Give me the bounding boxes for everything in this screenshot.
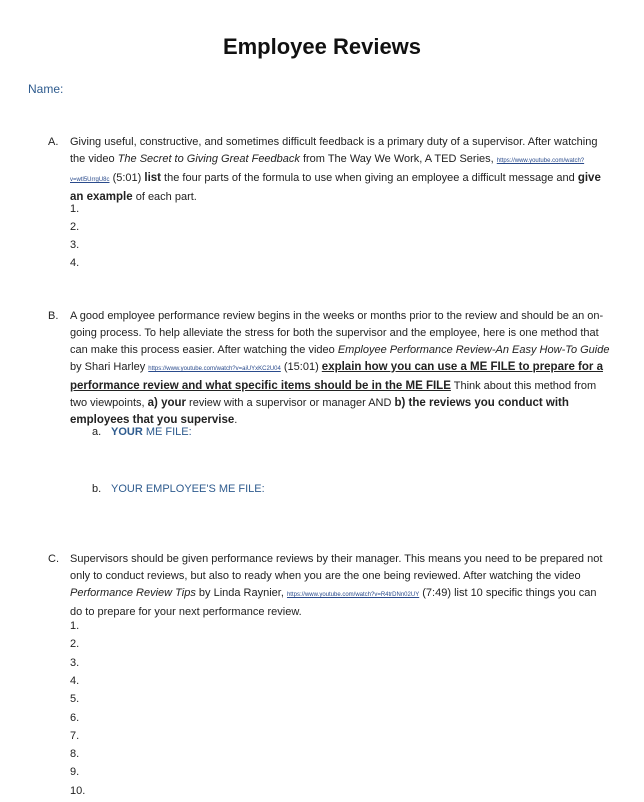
section-c-letter: C.	[48, 553, 59, 565]
list-item: 3.	[70, 657, 80, 669]
video-title: The Secret to Giving Great Feedback	[117, 153, 300, 165]
page-title: Employee Reviews	[222, 34, 422, 59]
employee-me-file-heading: YOUR EMPLOYEE'S ME FILE:	[111, 483, 265, 495]
section-b-letter: B.	[48, 310, 59, 322]
video-link[interactable]: https://www.youtube.com/watch?v=R4trDNn02UY	[286, 592, 420, 598]
list-item: 1.	[70, 203, 80, 215]
section-a-letter: A.	[48, 136, 59, 148]
list-item: 9.	[70, 766, 80, 778]
list-item: 6.	[70, 712, 80, 724]
list-item: 4.	[70, 675, 80, 687]
section-a-prompt: Giving useful, constructive, and sometimes difficult feedback is a primary duty of a supervisor. After watching the video The Secret to Giving Great Feedback from The Way We Work, A TED Series, https://www.youtube.com/watch?v=wtl5UrrgU8c (5:01) list the four parts of the formula to use when giving an employee a difficult message and give an example of each part.	[70, 136, 601, 203]
list-item: 2.	[70, 638, 80, 650]
video-title: Employee Performance Review-An Easy How-To Guide	[337, 344, 610, 356]
list-item: 2.	[70, 221, 80, 233]
list-item: 1.	[70, 620, 80, 632]
video-title: Performance Review Tips	[70, 587, 196, 599]
my-me-file-heading: YOUR ME FILE:	[111, 426, 192, 438]
list-item: 7.	[70, 730, 80, 742]
video-link[interactable]: https://www.youtube.com/watch?v=aiUYxKC2U04	[148, 366, 281, 372]
list-item: 3.	[70, 239, 80, 251]
list-item: 8.	[70, 748, 80, 760]
section-c-prompt: Supervisors should be given performance reviews by their manager. This means you need to be prepared not only to conduct reviews, but also to ready when you are the one being reviewed. After watching the video Performance Review Tips by Linda Raynier, https://www.youtube.com/watch?v=R4trDNn02UY (7:49) list 10 specific things you can do to prepare for your next performance review.	[70, 553, 603, 618]
sub-item-letter: a.	[92, 426, 102, 438]
name-label: Name:	[28, 82, 64, 96]
list-item: 10.	[70, 785, 86, 797]
section-b-prompt: A good employee performance review begins in the weeks or months prior to the review and should be an on-going process. To help alleviate the stress for both the supervisor and the employee, here is one method that can make this process easier. After watching the video Employee Performance Review-An Easy How-To Guide by Shari Harley https://www.youtube.com/watch?v=aiUYxKC2U04 (15:01) explain how you can use a ME FILE to prepare for a performance review and what specific items should be in the ME FILE Think about this method from two viewpoints, a) your review with a supervisor or manager AND b) the reviews you conduct with employees that you supervise.	[70, 310, 610, 426]
list-item: 4.	[70, 257, 80, 269]
sub-item-letter: b.	[92, 483, 102, 495]
list-item: 5.	[70, 693, 80, 705]
video-link[interactable]: https://www.youtube.com/watch?v=wtl5UrrgU8c	[70, 158, 585, 183]
